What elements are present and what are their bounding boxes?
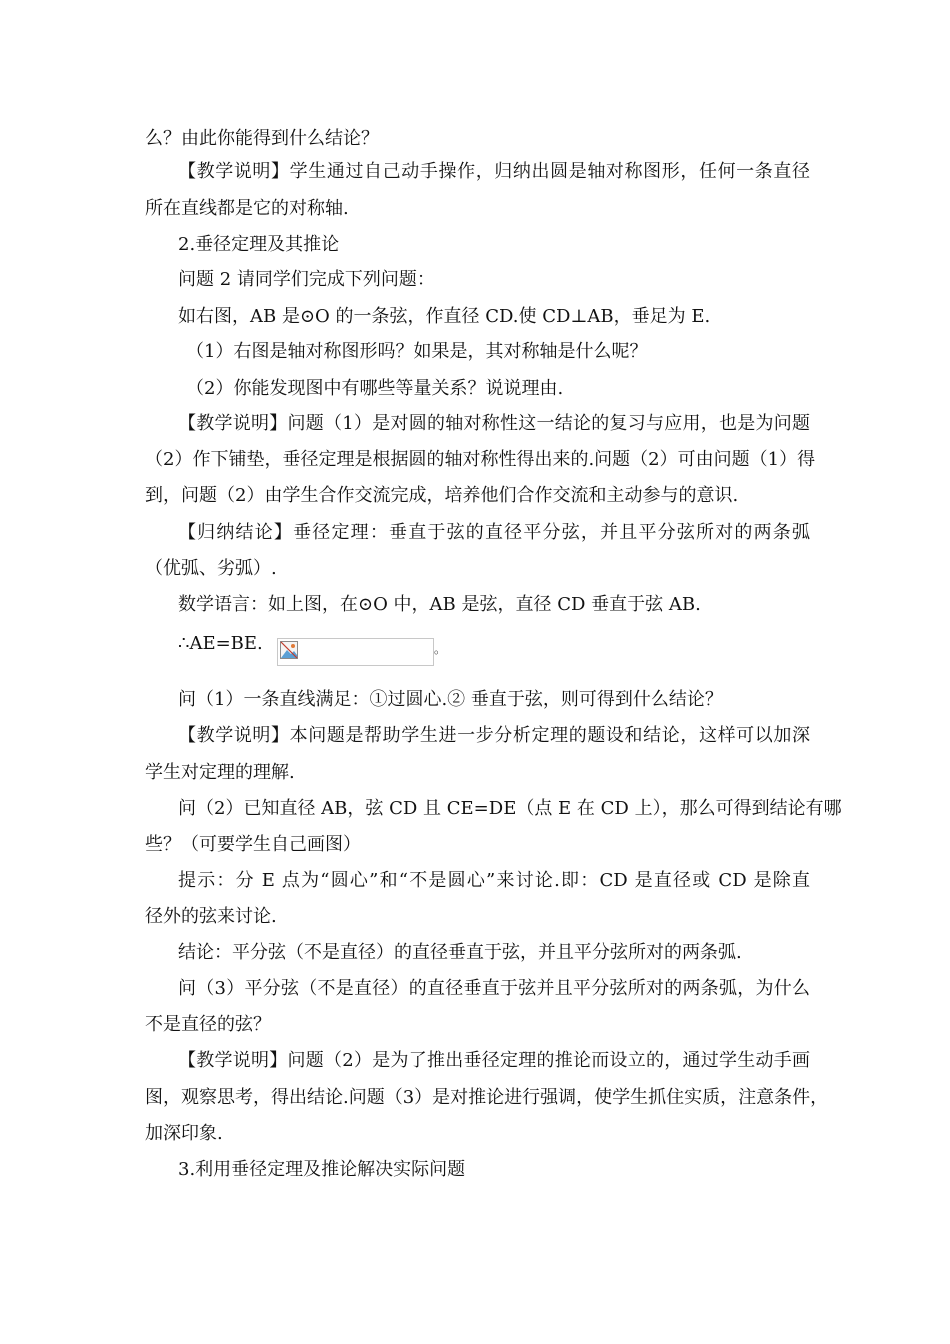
text-line: 不是直径的弦？ bbox=[145, 1014, 271, 1035]
text-line: 些？（可要学生自己画图） bbox=[145, 834, 361, 855]
text-line: 学生对定理的理解. bbox=[145, 762, 295, 783]
text-line: 提示：分 E 点为“圆心”和“不是圆心”来讨论.即：CD 是直径或 CD 是除直 bbox=[178, 870, 810, 891]
text-line: 问（2）已知直径 AB，弦 CD 且 CE=DE（点 E 在 CD 上），那么可得到结论有哪 bbox=[178, 798, 842, 819]
text-line: 数学语言：如上图，在⊙O 中，AB 是弦，直径 CD 垂直于弦 AB. bbox=[178, 594, 701, 615]
text-line: （2）你能发现图中有哪些等量关系？说说理由. bbox=[186, 378, 564, 399]
text-line: 径外的弦来讨论. bbox=[145, 906, 277, 927]
formula-tail-mark: 。 bbox=[434, 642, 447, 656]
text-line: 【教学说明】问题（2）是为了推出垂径定理的推论而设立的，通过学生动手画 bbox=[178, 1050, 810, 1071]
text-line: 结论：平分弦（不是直径）的直径垂直于弦，并且平分弦所对的两条弧. bbox=[178, 942, 742, 963]
text-line: 如右图，AB 是⊙O 的一条弦，作直径 CD.使 CD⊥AB，垂足为 E. bbox=[178, 306, 711, 327]
text-line: ∴AE=BE. bbox=[178, 633, 263, 654]
text-line: 【教学说明】学生通过自己动手操作，归纳出圆是轴对称图形，任何一条直径 bbox=[178, 161, 810, 182]
text-line: （1）右图是轴对称图形吗？如果是，其对称轴是什么呢？ bbox=[186, 341, 648, 362]
broken-image-icon bbox=[280, 641, 298, 659]
section-heading: 2.垂径定理及其推论 bbox=[178, 234, 340, 255]
text-line: 到，问题（2）由学生合作交流完成，培养他们合作交流和主动参与的意识. bbox=[145, 485, 739, 506]
text-line: 么？由此你能得到什么结论？ bbox=[145, 128, 379, 149]
text-line: 图，观察思考，得出结论.问题（3）是对推论进行强调，使学生抓住实质，注意条件， bbox=[145, 1087, 829, 1108]
text-line: （优弧、劣弧）. bbox=[145, 558, 277, 579]
text-line: 问题 2 请同学们完成下列问题： bbox=[178, 269, 435, 290]
text-line: 【归纳结论】垂径定理：垂直于弦的直径平分弦，并且平分弦所对的两条弧 bbox=[178, 522, 810, 543]
text-line: 所在直线都是它的对称轴. bbox=[145, 198, 349, 219]
text-line: （2）作下铺垫，垂径定理是根据圆的轴对称性得出来的.问题（2）可由问题（1）得 bbox=[145, 449, 816, 470]
text-line: 问（1）一条直线满足：①过圆心.② 垂直于弦，则可得到什么结论？ bbox=[178, 689, 723, 710]
text-line: 【教学说明】问题（1）是对圆的轴对称性这一结论的复习与应用，也是为问题 bbox=[178, 413, 810, 434]
text-line: 加深印象. bbox=[145, 1123, 223, 1144]
formula-image-placeholder bbox=[277, 638, 434, 666]
section-heading: 3.利用垂径定理及推论解决实际问题 bbox=[178, 1159, 466, 1180]
text-line: 【教学说明】本问题是帮助学生进一步分析定理的题设和结论，这样可以加深 bbox=[178, 725, 810, 746]
text-line: 问（3）平分弦（不是直径）的直径垂直于弦并且平分弦所对的两条弧，为什么 bbox=[178, 978, 810, 999]
